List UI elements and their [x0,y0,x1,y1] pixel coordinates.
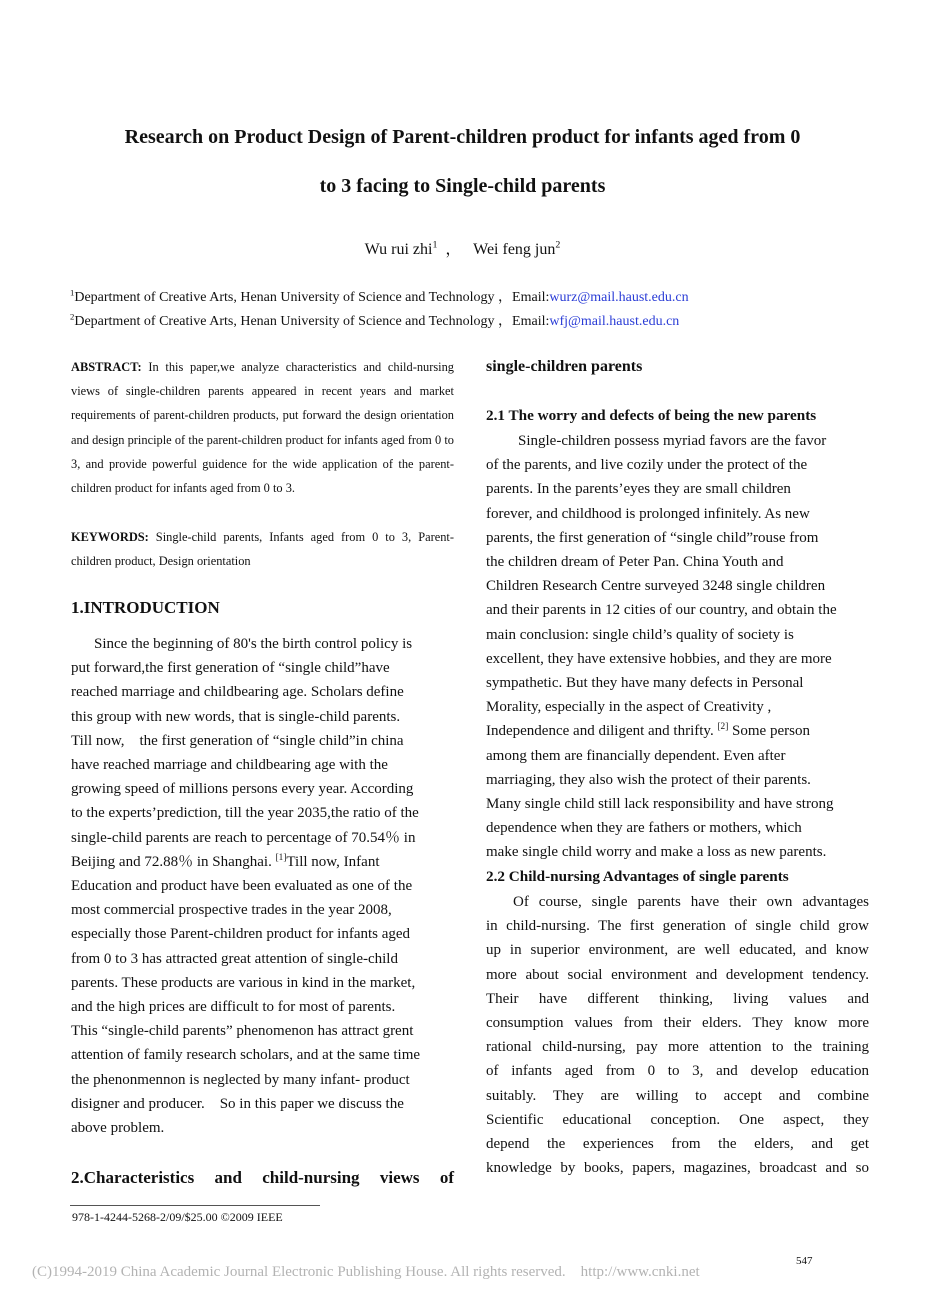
text-line: Of course, single parents have their own advantages [513,894,869,910]
text-line: from 0 to 3 has attracted great attention of single-child [71,950,398,967]
text-line: excellent, they have extensive hobbies, and they are more [486,650,832,667]
abstract-text: In this paper,we analyze characteristics and child-nursing views of single-children parents appeared in recent years and market requirements of parent-children products, put forward the design orientation and design principle of the parent-children product for infants aged from 0 to 3, and provide powerful guidence for the wide application of the parent-children product for infants aged from 0 to 3. [71,360,454,496]
author-2: Wei feng jun [473,241,556,258]
author-1: Wu rui zhi [364,241,433,258]
text-line: have reached marriage and childbearing age with the [71,757,388,774]
text-line: the phenonmennon is neglected by many infant- product [71,1071,410,1088]
cnki-copyright-watermark: (C)1994-2019 China Academic Journal Electronic Publishing House. All rights reserved. http://www.cnki.net [32,1264,700,1280]
text-line: sympathetic. But they have many defects in Personal [486,675,804,692]
text-line: up in superior environment, are well educated, and know [486,942,869,959]
text-line: consumption values from their elders. They know more [486,1015,869,1032]
text-line: dependence when they are fathers or mothers, which [486,820,802,837]
affiliation-1 [70,286,689,306]
text-line: to the experts’prediction, till the year 2035,the ratio of the [71,805,419,822]
text-line: Education and product have been evaluated as one of the [71,878,413,895]
text-line: attention of family research scholars, and at the same time [71,1047,421,1064]
paper-title-line-2: to 3 facing to Single-child parents [319,175,606,197]
section-1-heading: 1.INTRODUCTION [71,598,220,617]
affiliation-1-mark: 1 [70,287,75,298]
subsection-2-2-body [486,890,869,1180]
text-line: main conclusion: single child’s quality of society is [486,626,794,643]
text-line: Many single child still lack responsibility and have strong [486,796,834,813]
affiliation-2-email-link[interactable]: wfj@mail.haust.edu.cn [549,314,680,329]
text-line: Single-children possess myriad favors are the favor [518,433,827,449]
footnote-rule [70,1205,320,1206]
text-segment: Independence and diligent and thrifty. [486,723,714,740]
citation-1[interactable]: [1] [275,852,287,863]
text-line: of infants aged from 0 to 3, and develop education [486,1063,869,1080]
text-line: Children Research Centre surveyed 3248 single children [486,578,826,595]
text-line: disigner and producer. So in this paper we discuss the [71,1095,404,1112]
text-line: Their have different thinking, living values and [486,990,869,1007]
text-line: Till now, the first generation of “single child”in china [71,732,404,749]
subsection-2-2-heading: 2.2 Child-nursing Advantages of single parents [486,868,789,885]
text-line: most commercial prospective trades in the year 2008, [71,902,392,919]
text-line: Scientific educational conception. One aspect, they [486,1111,869,1128]
author-1-affil-mark: 1 [432,239,438,251]
text-line: growing speed of millions persons every year. According [71,781,414,798]
text-line: this group with new words, that is single-child parents. [71,708,401,725]
text-segment: Till now, Infant [286,853,380,870]
text-line: among them are financially dependent. Even after [486,747,786,764]
keywords-block [71,525,454,573]
keywords-label: KEYWORDS: [71,530,149,544]
affiliation-1-email-link[interactable]: wurz@mail.haust.edu.cn [549,290,689,305]
text-line: and the high prices are difficult to for most of parents. [71,999,396,1016]
text-line: reached marriage and childbearing age. Scholars define [71,684,404,701]
text-line: Morality, especially in the aspect of Creativity , [486,699,772,716]
text-line: make single child worry and make a loss as new parents. [486,844,827,861]
paper-title-line-1: Research on Product Design of Parent-children product for infants aged from 0 [124,126,801,148]
affiliation-2-mark: 2 [70,311,75,322]
author-2-affil-mark: 2 [555,239,561,251]
abstract-label: ABSTRACT: [71,360,142,374]
text-line: the children dream of Peter Pan. China Youth and [486,554,784,571]
text-line: knowledge by books, papers, magazines, broadcast and so [486,1160,869,1177]
subsection-2-1-heading: 2.1 The worry and defects of being the new parents [486,407,817,424]
text-line: depend the experiences from the elders, and get [486,1136,869,1153]
affiliation-2 [70,310,679,330]
text-line-with-citation [71,850,454,874]
text-line: and their parents in 12 cities of our country, and obtain the [486,602,837,619]
text-line: parents, the first generation of “single child”rouse from [486,529,819,546]
isbn-copyright: 978-1-4244-5268-2/09/$25.00 ©2009 IEEE [72,1210,283,1224]
text-line: more about social environment and development tendency. [486,966,869,983]
text-line-with-citation [486,719,869,743]
text-line: especially those Parent-children product for infants aged [71,926,411,943]
abstract-block [71,355,454,500]
text-line: rational child-nursing, pay more attention to the training [486,1039,869,1056]
section-2-heading-continued: single-children parents [486,358,643,375]
text-line: of the parents, and live cozily under the protect of the [486,457,808,474]
subsection-2-1-body [486,429,869,865]
text-line: parents. In the parents’eyes they are small children [486,481,791,498]
text-line: marriaging, they also wish the protect of their parents. [486,771,811,788]
text-line: single-child parents are reach to percentage of 70.54％ in [71,829,416,846]
text-line: forever, and childhood is prolonged infinitely. As new [486,505,810,522]
text-line: suitably. They are willing to accept and combine [486,1087,869,1104]
text-line: put forward,the first generation of “single child”have [71,660,390,677]
affiliation-2-text: Department of Creative Arts, Henan University of Science and Technology ，Email: [74,314,550,329]
text-segment: Beijing and 72.88％ in Shanghai. [71,853,272,870]
keywords-text: Single-child parents, Infants aged from 0 to 3, Parent-children product, Design orientation [71,530,454,569]
text-line: in child-nursing. The first generation of single child grow [486,918,869,935]
page-number: 547 [796,1255,813,1267]
citation-2[interactable]: [2] [717,722,729,733]
section-2-heading: 2.Characteristics and child-nursing views of [71,1168,454,1187]
text-line: parents. These products are various in kind in the market, [71,974,416,991]
text-segment: Some person [728,723,810,740]
author-separator: ， [445,241,462,258]
affiliation-1-text: Department of Creative Arts, Henan University of Science and Technology ，Email: [74,290,550,305]
section-1-body [71,632,454,1140]
text-line: Since the beginning of 80's the birth control policy is [94,636,413,652]
text-line: above problem. [71,1120,165,1137]
text-line: This “single-child parents” phenomenon has attract grent [71,1023,414,1040]
author-list [0,236,925,259]
